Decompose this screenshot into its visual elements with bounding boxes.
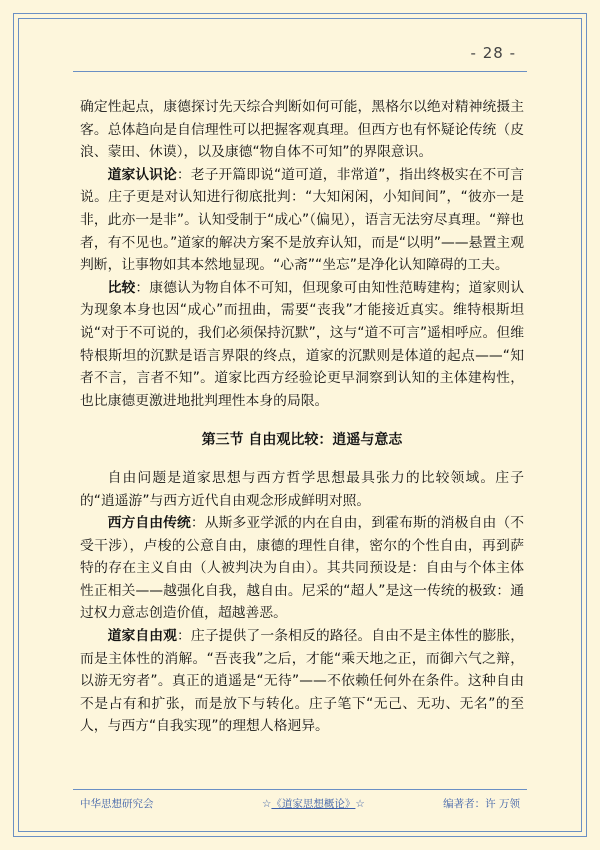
footer-rule: [73, 789, 527, 790]
book-title-text: 《道家思想概论》: [271, 798, 356, 810]
footer-author: 编著者：许 万领: [443, 798, 520, 810]
footer-publisher: 中华思想研究会: [80, 798, 154, 810]
paragraph-label: 西方自由传统: [107, 515, 191, 532]
paragraph-text: ：康德认为物自体不可知，但现象可由知性范畴建构；道家则认为现象本身也因“成心”而扭曲，需要“丧我”才能接近真实。维特根斯坦说“对于不可说的，我们必须保持沉默”，这与“道不可言”遥相呼应。但维特根斯坦的沉默是语言界限的终点，道家的沉默则是体道的起点——“知者不言，言者不知”。道家比西方经验论更早洞察到认知的主体建构性，也比康德更激进地批判理性本身的局限。: [80, 279, 525, 409]
star-icon: ☆: [262, 798, 272, 810]
footer-book-title: [262, 796, 365, 811]
paragraph-comparison: [80, 277, 524, 413]
paragraph-daoist-freedom: [80, 625, 524, 738]
paragraph-text: ：老子开篇即说“道可道，非常道”，指出终极实在不可言说。庄子更是对认知进行彻底批判：“大知闲闲，小知间间”，“彼亦一是非，此亦一是非”。认知受制于“成心”（偏见），语言无法穷尽真理。“辩也者，有不见也。”道家的解决方案不是放弃认知，而是“以明”——悬置主观判断，让事物如其本然地显现。“心斋”“坐忘”是净化认知障碍的工夫。: [80, 166, 525, 274]
page-number: - 28 -: [470, 44, 516, 62]
paragraph-freedom-intro: 自由问题是道家思想与西方哲学思想最具张力的比较领域。庄子的“逍遥游”与西方近代自由观念形成鲜明对照。: [80, 469, 524, 509]
body-text: [80, 96, 524, 738]
paragraph-label: 道家认识论: [107, 166, 177, 183]
paragraph-western-freedom: [80, 512, 524, 625]
section-title: 第三节 自由观比较：逍遥与意志: [201, 432, 403, 449]
paragraph-text: ：庄子提供了一条相反的路径。自由不是主体性的膨胀，而是主体性的消解。“吾丧我”之后，才能“乘天地之正，而御六气之辩，以游无穷者”。真正的逍遥是“无待”——不依赖任何外在条件。这种自由不是占有和扩张，而是放下与转化。庄子笔下“无己、无功、无名”的至人，与西方“自我实现”的理想人格迥异。: [80, 628, 525, 735]
paragraph-text: ：从斯多亚学派的内在自由，到霍布斯的消极自由（不受干涉），卢梭的公意自由，康德的理性自律，密尔的个性自由，再到萨特的存在主义自由（人被判决为自由）。其共同预设是：自由与个体主体性正相关——越强化自我，越自由。尼采的“超人”是这一传统的极致：通过权力意志创造价值，超越善恶。: [80, 515, 525, 622]
paragraph-label: 比较: [107, 279, 136, 296]
header-rule: [73, 71, 527, 72]
paragraph-label: 道家自由观: [107, 628, 178, 645]
paragraph-daoist-epistemology: [80, 164, 524, 277]
paragraph-epistemology-west: 确定性起点，康德探讨先天综合判断如何可能，黑格尔以绝对精神统摄主客。总体趋向是自信理性可以把握客观真理。但西方也有怀疑论传统（皮浪、蒙田、休谟），以及康德“物自体不可知”的界限意识。: [80, 99, 524, 161]
star-icon: ☆: [355, 798, 365, 810]
